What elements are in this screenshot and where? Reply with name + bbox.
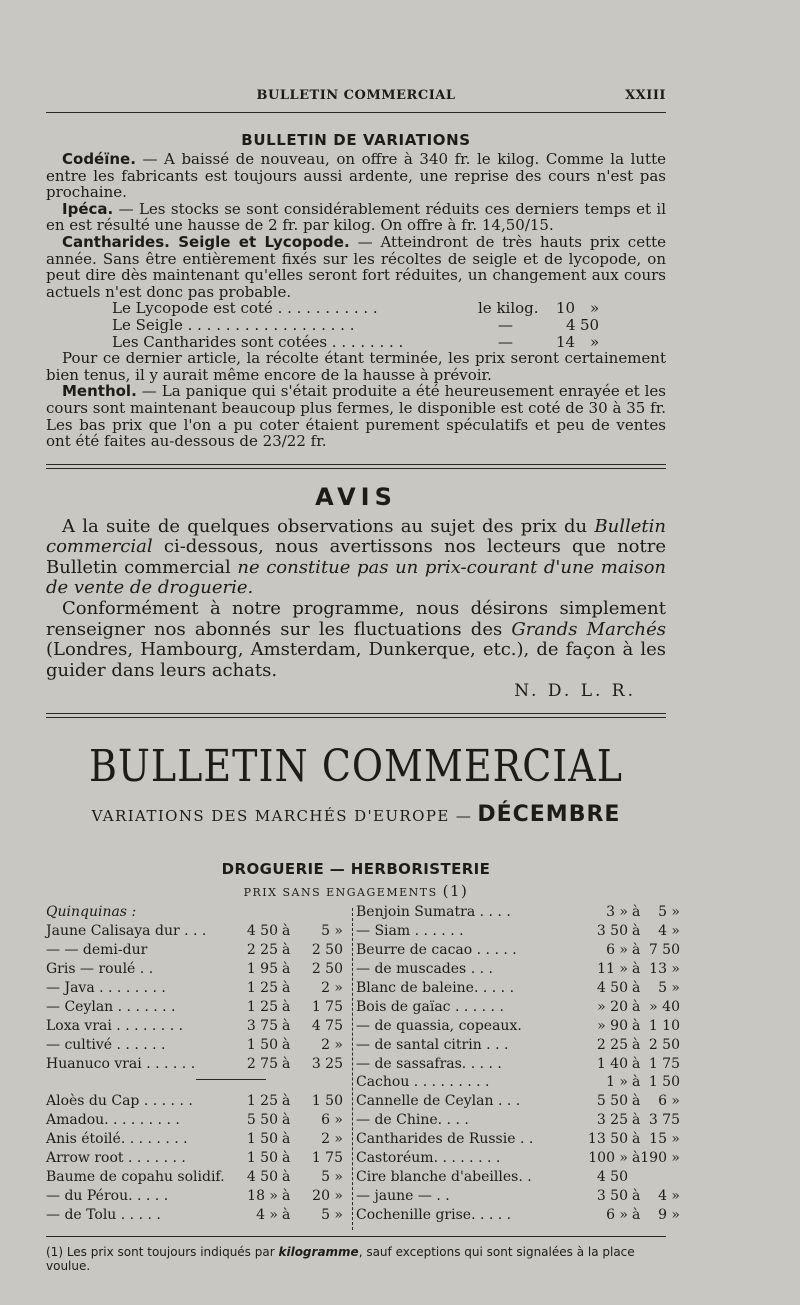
footnote-rule (46, 1236, 666, 1237)
page (46, 0, 680, 1274)
cell-a: à (632, 1187, 641, 1204)
bulletin-title: BULLETIN COMMERCIAL (88, 741, 623, 792)
left-price-column (46, 904, 346, 1225)
running-header (46, 88, 666, 108)
section-subtitle: PRIX SANS ENGAGEMENTS (1) (243, 882, 469, 901)
cell-a: à (632, 1150, 641, 1167)
divider-rule (46, 464, 666, 469)
quote-suffix: 50 (580, 315, 600, 334)
cell-a: à (282, 1168, 291, 1185)
table-row (46, 1018, 346, 1037)
quote-unit: — (498, 332, 513, 351)
table-row (46, 1188, 346, 1207)
cell-v1: » 90 (597, 1017, 628, 1034)
cell-v1: 4 » (256, 1206, 278, 1223)
cell-name: — jaune — . . (356, 1187, 450, 1204)
table-row (356, 1131, 680, 1150)
cell-v1: 1 25 (246, 998, 278, 1015)
cell-a: à (282, 923, 291, 940)
cell-name: Cannelle de Ceylan . . . (356, 1093, 521, 1110)
table-row (46, 1169, 346, 1188)
cell-v1: 1 95 (246, 961, 278, 978)
cell-v2: 5 » (321, 1168, 343, 1185)
cell-v2: 5 » (658, 980, 680, 996)
table-row (46, 999, 346, 1018)
paragraph-after-quotes: Pour ce dernier article, la récolte étant terminée, les prix seront certainement bien tenus, il y aurait même encore de la hausse à prévoir. (46, 349, 666, 384)
cell-name: Cachou . . . . . . . . . (356, 1074, 490, 1091)
variations-title: BULLETIN DE VARIATIONS (241, 131, 471, 149)
table-row (356, 1074, 680, 1093)
cell-a: à (632, 961, 641, 978)
cell-v2: 7 50 (648, 942, 680, 959)
cell-v2: 2 » (321, 980, 343, 996)
table-row (356, 1187, 680, 1207)
cell-name: Bois de gaïac . . . . . . (356, 998, 504, 1015)
avis-paragraph-1: A la suite de quelques observations au sujet des prix du Bulletin commercial ci-dessous, nous avertissons nos lecteurs que notre Bulletin commercial ne constitue pas un prix-courant d'une maison de vente de droguerie. (46, 515, 666, 599)
cell-name: — Ceylan . . . . . . . (46, 998, 176, 1015)
quote-label: Le Lycopode est coté . . . . . . . . . . . (112, 299, 378, 318)
cell-v2: 4 75 (311, 1017, 343, 1034)
cell-name: — de sassafras. . . . . (356, 1055, 502, 1072)
cell-a: à (632, 1036, 641, 1053)
cell-name: — cultivé . . . . . . (46, 1036, 166, 1053)
cell-v1: 4 50 (596, 980, 628, 996)
cell-v1: 3 50 (596, 923, 628, 940)
paragraph-menthol: Menthol. — La panique qui s'était produite a été heureusement enrayée et les cours sont maintenant beaucoup plus fermes, le disponible est coté de 30 à 35 fr. Les bas prix que l'on a pu coter étaient purement spéculatifs et peu de ventes ont été faites au-dessous de 23/22 fr. (46, 382, 666, 451)
table-row (46, 923, 346, 942)
cell-v2: 2 50 (311, 961, 343, 978)
cell-v1: 100 » (588, 1150, 628, 1167)
cell-v2: 1 75 (311, 998, 343, 1015)
cell-name: Beurre de cacao . . . . . (356, 942, 517, 959)
table-row (46, 980, 346, 999)
paragraph-codeine: Codéïne. — A baissé de nouveau, on offre à 340 fr. le kilog. Comme la lutte entre les fabricants est toujours aussi ardente, une reprise des cours n'est pas prochaine. (46, 150, 666, 202)
quote-unit: — (498, 315, 513, 334)
table-row (356, 1036, 680, 1056)
cell-a: à (282, 1206, 291, 1223)
cell-a: à (632, 1017, 641, 1034)
table-row (356, 961, 680, 980)
table-row (356, 980, 680, 999)
cell-a: à (282, 1093, 291, 1110)
quote-suffix: » (590, 332, 600, 351)
cell-a: à (632, 904, 641, 921)
page-number: XXIII (625, 88, 666, 103)
cell-v1: 3 50 (596, 1187, 628, 1204)
cell-v1: 5 50 (596, 1093, 628, 1110)
table-row (356, 942, 680, 961)
cell-v1: 4 50 (246, 1168, 278, 1185)
price-tables (46, 904, 680, 1230)
running-title: BULLETIN COMMERCIAL (256, 88, 456, 103)
cell-a: à (632, 1206, 641, 1223)
cell-v2: 1 50 (648, 1074, 680, 1091)
table-row (46, 1150, 346, 1169)
cell-v2: 2 » (321, 1036, 343, 1053)
table-row (46, 942, 346, 961)
cell-v2: 15 » (649, 1131, 680, 1148)
cell-v1: 2 25 (246, 942, 278, 959)
cell-v1: 2 25 (596, 1036, 628, 1053)
table-row (46, 1207, 346, 1226)
cell-v2: 190 » (640, 1150, 680, 1167)
cell-v2: 4 » (658, 1187, 680, 1204)
cell-name: — Java . . . . . . . . (46, 980, 166, 996)
cell-v1: 6 » (606, 1206, 628, 1223)
cell-name: Cochenille grise. . . . . (356, 1206, 512, 1223)
avis-signature: N. D. L. R. (514, 681, 636, 702)
cell-name: Aloès du Cap . . . . . . (46, 1093, 193, 1110)
cell-name: Cantharides de Russie . . (356, 1131, 534, 1148)
group-rule (196, 1079, 266, 1080)
quote-row (46, 334, 666, 351)
cell-v1: 5 50 (246, 1112, 278, 1129)
table-row (356, 1093, 680, 1112)
cell-name: — de santal citrin . . . (356, 1036, 509, 1053)
cell-v2: 6 » (658, 1093, 680, 1110)
cell-v2: 20 » (312, 1187, 343, 1204)
cell-name: — Siam . . . . . . (356, 923, 464, 940)
cell-a: à (282, 1036, 291, 1053)
cell-v1: 1 » (606, 1074, 628, 1091)
cell-a: à (632, 1131, 641, 1148)
cell-a: à (282, 1017, 291, 1034)
cell-a: à (282, 1055, 291, 1072)
table-row (356, 1169, 676, 1188)
table-row (356, 998, 680, 1018)
cell-name: Cire blanche d'abeilles. . (356, 1168, 532, 1185)
quote-value: 10 (556, 299, 576, 318)
cell-a: à (282, 980, 291, 996)
table-row (46, 961, 346, 980)
table-row (356, 1150, 680, 1169)
cell-a: à (632, 923, 641, 940)
cell-a: à (282, 1112, 291, 1129)
cell-name: Benjoin Sumatra . . . . (356, 904, 511, 921)
cell-v2: 2 » (321, 1131, 343, 1148)
cell-a: à (632, 1112, 641, 1129)
cell-name: — de Tolu . . . . . (46, 1206, 161, 1223)
table-row (46, 1037, 346, 1056)
cell-name: — de quassia, copeaux. (356, 1017, 522, 1034)
cell-v1: 1 50 (246, 1131, 278, 1148)
cell-v1: » 20 (597, 998, 628, 1015)
table-row (356, 1055, 680, 1075)
cell-v2: 5 » (658, 904, 680, 921)
table-row (356, 923, 680, 942)
cell-a: à (282, 961, 291, 978)
table-row (356, 1112, 680, 1131)
bulletin-month: DÉCEMBRE (477, 802, 621, 828)
paragraph-cantharides: Cantharides. Seigle et Lycopode. — Atteindront de très hauts prix cette année. Sans être entièrement fixés sur les récoltes de seigle et de lycopode, on peut dire dès maintenant qu'elles seront fort réduites, un changement aux cours actuels n'est donc pas probable. (46, 232, 667, 301)
cell-v2: 1 75 (648, 1055, 680, 1072)
avis-title: AVIS (315, 482, 397, 511)
table-row (46, 1056, 346, 1075)
section-title: DROGUERIE — HERBORISTERIE (221, 860, 491, 879)
cell-name: Loxa vrai . . . . . . . . (46, 1017, 184, 1034)
cell-a: à (632, 942, 641, 959)
paragraph-ipeca: Ipéca. — Les stocks se sont considérablement réduits ces derniers temps et il en est résulté une hausse de 2 fr. par kilog. On offre à fr. 14,50/15. (46, 199, 666, 235)
cell-v2: 2 50 (648, 1036, 680, 1053)
cell-v1: 4 50 (246, 923, 278, 940)
cell-v2: 1 50 (311, 1093, 343, 1110)
cell-name: Anis étoilé. . . . . . . . (46, 1131, 188, 1148)
quote-suffix: » (590, 299, 600, 318)
cell-v2: 5 » (321, 923, 343, 940)
quote-row (46, 300, 666, 317)
quote-unit: le kilog. (478, 299, 539, 318)
cell-v2: » 40 (649, 998, 680, 1015)
cell-v2: 6 » (321, 1112, 343, 1129)
right-price-column (356, 904, 680, 1225)
column-separator (352, 908, 353, 1230)
avis-paragraph-2: Conformément à notre programme, nous désirons simplement renseigner nos abonnés sur les fluctuations des Grands Marchés (Londres, Hambourg, Amsterdam, Dunkerque, etc.), de façon à les guider dans leurs achats. (46, 598, 667, 681)
cell-a: à (282, 1187, 291, 1204)
quote-value: 14 (556, 332, 576, 351)
cell-a: à (282, 998, 291, 1015)
cell-v1: 11 » (597, 961, 628, 978)
cell-v2: 3 25 (311, 1055, 343, 1072)
quote-label: Les Cantharides sont cotées . . . . . . . . (112, 332, 404, 351)
table-row (46, 1093, 346, 1112)
cell-a: à (632, 1074, 641, 1091)
cell-v2: 5 » (321, 1206, 343, 1223)
cell-v1: 1 25 (246, 980, 278, 996)
cell-a: à (282, 1150, 291, 1167)
table-row (46, 904, 346, 923)
cell-v1: 13 50 (587, 1131, 628, 1148)
cell-a: à (282, 942, 291, 959)
cell-v2: 9 » (658, 1206, 680, 1223)
cell-name: Blanc de baleine. . . . . (356, 980, 515, 996)
cell-a: à (632, 998, 641, 1015)
quote-row (46, 317, 666, 334)
cell-a: à (282, 1131, 291, 1148)
bulletin-subtitle: VARIATIONS DES MARCHÉS D'EUROPE — DÉCEMBRE (91, 802, 621, 828)
cell-a: à (632, 980, 641, 996)
cell-v1: 1 25 (246, 1093, 278, 1110)
cell-v1: 3 25 (596, 1112, 628, 1129)
header-rule (46, 112, 666, 113)
table-row (46, 1131, 346, 1150)
cell-v1: 2 75 (246, 1055, 278, 1072)
cell-name: Gris — roulé . . (46, 961, 154, 978)
cell-name: Jaune Calisaya dur . . . (46, 923, 207, 940)
cell-name: Quinquinas : (46, 904, 137, 921)
cell-name: — du Pérou. . . . . (46, 1187, 169, 1204)
table-row (356, 1017, 680, 1037)
table-row (356, 1206, 680, 1226)
cell-v1: 4 50 (596, 1168, 628, 1185)
cell-v1: 3 » (606, 904, 628, 921)
quote-label: Le Seigle . . . . . . . . . . . . . . . . . . (112, 315, 355, 334)
table-row (356, 904, 680, 923)
table-row (46, 1112, 346, 1131)
cell-name: — — demi-dur (46, 942, 148, 959)
cell-v1: 18 » (247, 1187, 278, 1204)
cell-name: Huanuco vrai . . . . . . (46, 1055, 196, 1072)
cell-v1: 1 40 (596, 1055, 628, 1072)
cell-name: Baume de copahu solidif. (46, 1168, 225, 1185)
divider-rule (46, 713, 666, 718)
cell-name: — de Chine. . . . (356, 1112, 469, 1129)
cell-v2: 2 50 (311, 942, 343, 959)
cell-name: Arrow root . . . . . . . (46, 1150, 186, 1167)
cell-v2: 4 » (658, 923, 680, 940)
cell-v1: 3 75 (246, 1017, 278, 1034)
cell-v2: 1 75 (311, 1150, 343, 1167)
cell-a: à (632, 1093, 641, 1110)
cell-a: à (632, 1055, 641, 1072)
cell-name: — de muscades . . . (356, 961, 493, 978)
cell-v2: 1 10 (648, 1017, 680, 1034)
table-row (46, 1074, 346, 1093)
quote-value: 4 (566, 315, 576, 334)
cell-name: Castoréum. . . . . . . . (356, 1150, 501, 1167)
footnote: (1) Les prix sont toujours indiqués par kilogramme, sauf exceptions qui sont signalées à la place voulue. (46, 1245, 635, 1274)
cell-v1: 1 50 (246, 1150, 278, 1167)
cell-v2: 3 75 (648, 1112, 680, 1129)
cell-v1: 1 50 (246, 1036, 278, 1053)
cell-v2: 13 » (649, 961, 680, 978)
cell-name: Amadou. . . . . . . . . (46, 1112, 180, 1129)
cell-v1: 6 » (606, 942, 628, 959)
